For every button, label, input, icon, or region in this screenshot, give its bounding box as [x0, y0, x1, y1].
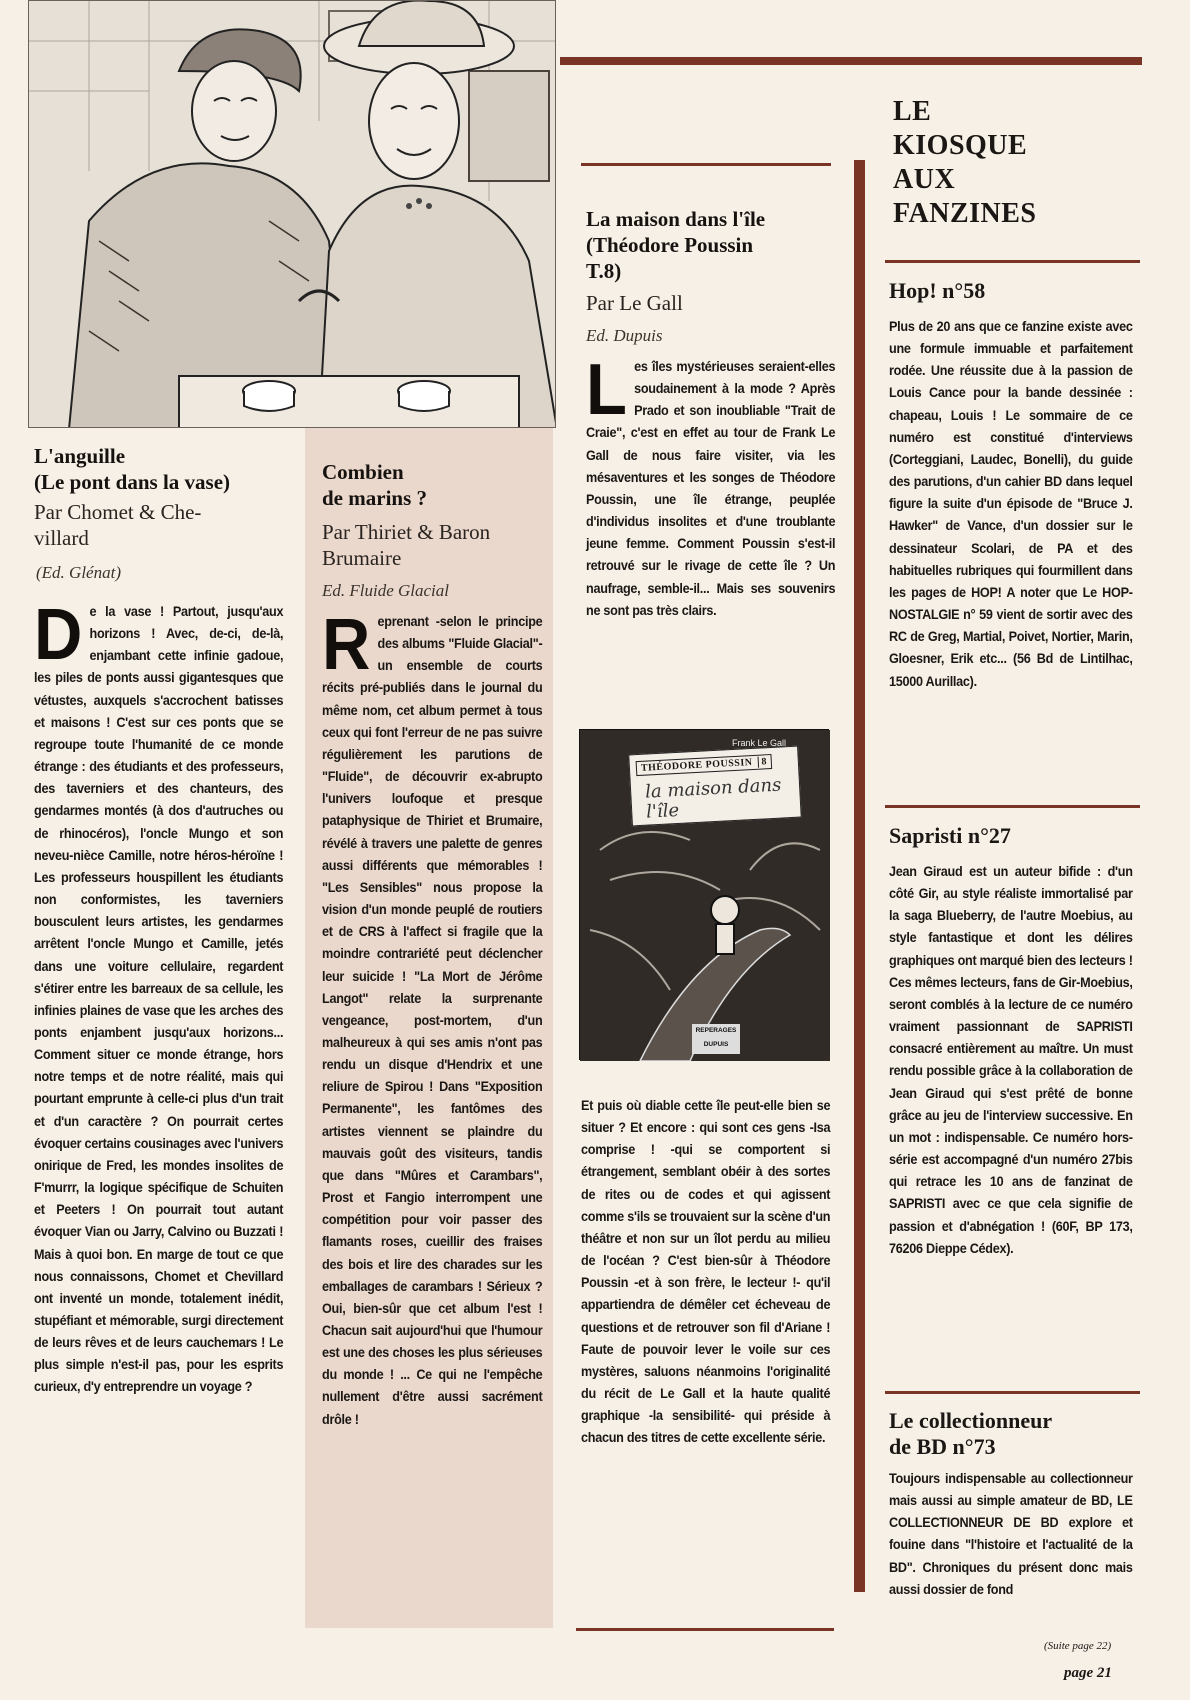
fanzine-sapristi [889, 823, 1134, 1260]
article-author: Par Le Gall [586, 291, 683, 315]
kiosque-title-line3: AUX [893, 164, 956, 195]
article-maison-continued [581, 1095, 831, 1450]
article-title-line1: La maison dans l'île [586, 207, 766, 231]
cover-tag [628, 746, 802, 827]
article-title-line2: de marins ? [322, 486, 427, 510]
cover-series-text: THÉODORE POUSSIN [640, 757, 753, 774]
column-rule-top [581, 163, 831, 166]
kiosque-vertical-rule [854, 160, 865, 1592]
cover-publisher: DUPUIS [703, 1041, 729, 1048]
kiosque-title-line2: KIOSQUE [893, 130, 1028, 161]
fanzine-hop [889, 278, 1134, 693]
article-title-line2: (Théodore Poussin [586, 233, 754, 257]
article-author: Par Chomet & Che-villard [34, 500, 202, 550]
article-body-text: eprenant -selon le principe des albums "Fluide Glacial"- un ensemble de courts récits pré-publiés dans le journal du même nom, cet album permet à tous ceux qui font l'erreur de ne pas suivre régulièrement les parutions de "Fluide", de découvrir ex-abrupto l'univers loufoque et presque pataphysique de Thiriet et Brumaire, révélé à travers une palette de genres aussi différents que mémorables ! "Les Sensibles" nous propose la vision d'un monde peuplé de routiers et de CRS à l'affect si fragile que la moindre contrariété peut déclencher leur suicide ! "La Mort de Jérôme Langot" relate la surprenante vengeance, post-mortem, d'un malheureux à qui ses amis n'ont pas rendu un disque d'Hendrix et une reliure de Spirou ! Dans "Exposition Permanente", les fantômes des artistes viennent se plaindre du mauvais goût des visiteurs, tandis que dans "Mûres et Carambars", Prost et Fangio interrompent une compétition pour voir passer des flamants roses, cueillir des fraises des bois et lire des charades sur les emballages de carambars ! Sérieux ? Oui, bien-sûr que cet album l'est ! Chacun sait aujourd'hui que l'humour est une des choses les plus sérieuses du monde ! ... Ce qui ne l'empêche nullement d'être aussi sacrément drôle ! [322, 614, 543, 1427]
page-number: page 21 [1064, 1665, 1112, 1681]
dropcap: L [586, 350, 627, 430]
article-body-part1 [586, 350, 836, 622]
cover-publisher-logo-text: REPERAGES [695, 1027, 737, 1034]
article-body [34, 595, 284, 1399]
kiosque-title-line1: LE [893, 96, 932, 127]
column-rule-bottom [576, 1628, 834, 1631]
fanzine-body: Toujours indispensable au collectionneur mais aussi au simple amateur de BD, LE COLLECTIONNEUR DE BD explore et fouine dans "l'histoire et l'actualité de la BD". Chroniques du présent donc mais aussi dossier de fond [889, 1471, 1133, 1597]
article-marins [322, 459, 544, 1431]
book-cover [579, 729, 829, 1060]
article-body-text: es îles mystérieuses seraient-elles soudainement à la mode ? Après Prado et son inoubliable "Trait de Craie", c'est en effet au tour de Frank Le Gall de nous faire visiter, via les mésaventures et les songes de Théodore Poussin, une île étrange, peuplée d'individus insolites et d'une troublante jeune femme. Comment Poussin s'est-il retrouvé sur le rivage de cette île ? Un naufrage, semble-il... Mais ses souvenirs ne sont pas très clairs. [586, 359, 836, 618]
continued-note: (Suite page 22) [1044, 1640, 1112, 1652]
fanzine-collectionneur [889, 1408, 1134, 1601]
fanzine-body: Jean Giraud est un auteur bifide : d'un côté Gir, au style réaliste immortalisé par la saga Blueberry, de l'autre Moebius, au style fantastique et dont les délires graphiques ont marqué bien des lecteurs ! Ces mêmes lecteurs, fans de Gir-Moebius, seront comblés à la lecture de ce numéro vraiment passionnant de SAPRISTI consacré entièrement au maître. Un must rendu possible grâce à la collaboration de Jean Giraud qui s'est prêté de bonne grâce au jeu de l'interview successive. En un mot : indispensable. Ce numéro hors-série est accompagné d'un numéro 27bis qui retrace les 10 ans de fanzinat de SAPRISTI avec ce que cela signifie de passion et d'abnégation ! (60F, BP 173, 76206 Dieppe Cédex). [889, 864, 1133, 1256]
article-editor: (Ed. Glénat) [36, 563, 121, 582]
article-body [322, 605, 543, 1431]
dropcap: D [34, 595, 83, 675]
article-title-line2: (Le pont dans la vase) [34, 470, 231, 494]
cover-number: 8 [757, 756, 767, 767]
fanzine-title: Hop! n°58 [889, 278, 986, 303]
article-body-text: e la vase ! Partout, jusqu'aux horizons ! Avec, de-ci, de-là, enjambant cette infinie gadoue, les piles de ponts aussi gigantesques que vétustes, auxquels s'accrochent batisses et maisons ! C'est sur ces ponts que se regroupe toute l'humanité de ce monde étrange : des étudiants et des professeurs, des taverniers et des chanteurs, des gendarmes montés (à dos d'autruches ou de rhinocéros), l'oncle Mungo et son neveu-nièce Camille, notre héros-héroïne ! Les professeurs houspillent les étudiants non conformistes, les taverniers bousculent leurs artistes, les gendarmes arrêtent l'oncle Mungo et Camille, jetés dans une voiture cellulaire, regardent s'étirer entre les barreaux de sa cellule, les infinies plaines de vase que les arches des ponts enjambent jusqu'aux horizons... Comment situer ce monde étrange, hors notre temps et de notre réalité, mais qui pourtant emprunte à celle-ci plus d'un trait et d'un caractère ? On pourrait certes évoquer certains cousinages avec l'univers onirique de Fred, les mondes insolites de F'murrr, la logique spécifique de Schuiten et Peeters ! On pourrait tout autant évoquer Vian ou Jarry, Calvino ou Buzzati ! Mais à quoi bon. En marge de tout ce que nous connaissons, Chomet et Chevillard ont inventé un monde, totalement inédit, stupéfiant et mémorable, surgi directement de leurs rêves et de leurs cauchemars ! Le plus simple n'est-il pas, pour les esprits curieux, d'y entreprendre un voyage ? [34, 604, 284, 1395]
cover-publisher-logo [692, 1024, 740, 1054]
illustration-drawing [29, 1, 556, 428]
fanzine-title-line1: Le collectionneur [889, 1408, 1053, 1433]
kiosque-rule-1 [885, 260, 1140, 263]
article-maison [586, 206, 836, 622]
cover-title: la maison dans l'île [644, 774, 782, 823]
fanzine-body: Plus de 20 ans que ce fanzine existe avec une formule immuable et parfaitement rodée. Une réussite due à la passion de Louis Cance pour la bande dessinée : chapeau, Louis ! Le sommaire de ce numéro est constitué d'interviews (Corteggiani, Laudec, Bonelli), du guide des parutions, d'un cahier BD dans lequel figure la suite d'un épisode de "Bruce J. Hawker" de Vance, d'un dossier sur le dessinateur Scolari, de PA et des habituelles rubriques qui fourmillent dans les pages de HOP! A noter que Le HOP-NOSTALGIE n° 59 vient de sortir avec des RC de Greg, Martial, Poivet, Nortier, Marin, Gloesner, Erik etc... (56 Bd de Lintilhac, 15000 Aurillac). [889, 319, 1133, 689]
article-title-line3: T.8) [586, 259, 622, 283]
kiosque-title-line4: FANZINES [893, 198, 1037, 229]
fanzine-title-line2: de BD n°73 [889, 1434, 996, 1459]
article-title-line1: Combien [322, 460, 404, 484]
kiosque-rule-2 [885, 805, 1140, 808]
dropcap: R [322, 605, 371, 685]
article-anguille [34, 443, 284, 1399]
cover-series [636, 754, 773, 776]
article-author: Par Thiriet & Baron Brumaire [322, 520, 491, 570]
cover-author: Frank Le Gall [732, 738, 787, 748]
kiosque-rule-3 [885, 1391, 1140, 1394]
illustration-two-ladies-tea [28, 0, 556, 428]
article-body-part2: Et puis où diable cette île peut-elle bien se situer ? Et encore : qui sont ces gens -Isa comprise ! -qui se comportent si étrangement, semblant obéir à des sortes de rites ou de codes et qui agissent comme s'ils se trouvaient sur la scène d'un théâtre et non sur un îlot perdu au milieu de l'océan ? C'est bien-sûr à Théodore Poussin -et à son frère, le lecteur !- qu'il appartiendra de démêler cet écheveau de questions et de retrouver son fil d'Ariane ! Faute de pouvoir lever le voile sur ces mystères, saluons néanmoins l'originalité du récit de Le Gall et la haute qualité graphique -la sensibilité- qui préside à chacun des titres de cette excellente série. [581, 1098, 831, 1446]
kiosque-title [893, 95, 1143, 231]
article-title-line1: L'anguille [34, 444, 126, 468]
top-rule [560, 57, 1142, 65]
article-editor: Ed. Dupuis [586, 326, 663, 345]
article-editor: Ed. Fluide Glacial [322, 581, 450, 600]
fanzine-title: Sapristi n°27 [889, 823, 1011, 848]
